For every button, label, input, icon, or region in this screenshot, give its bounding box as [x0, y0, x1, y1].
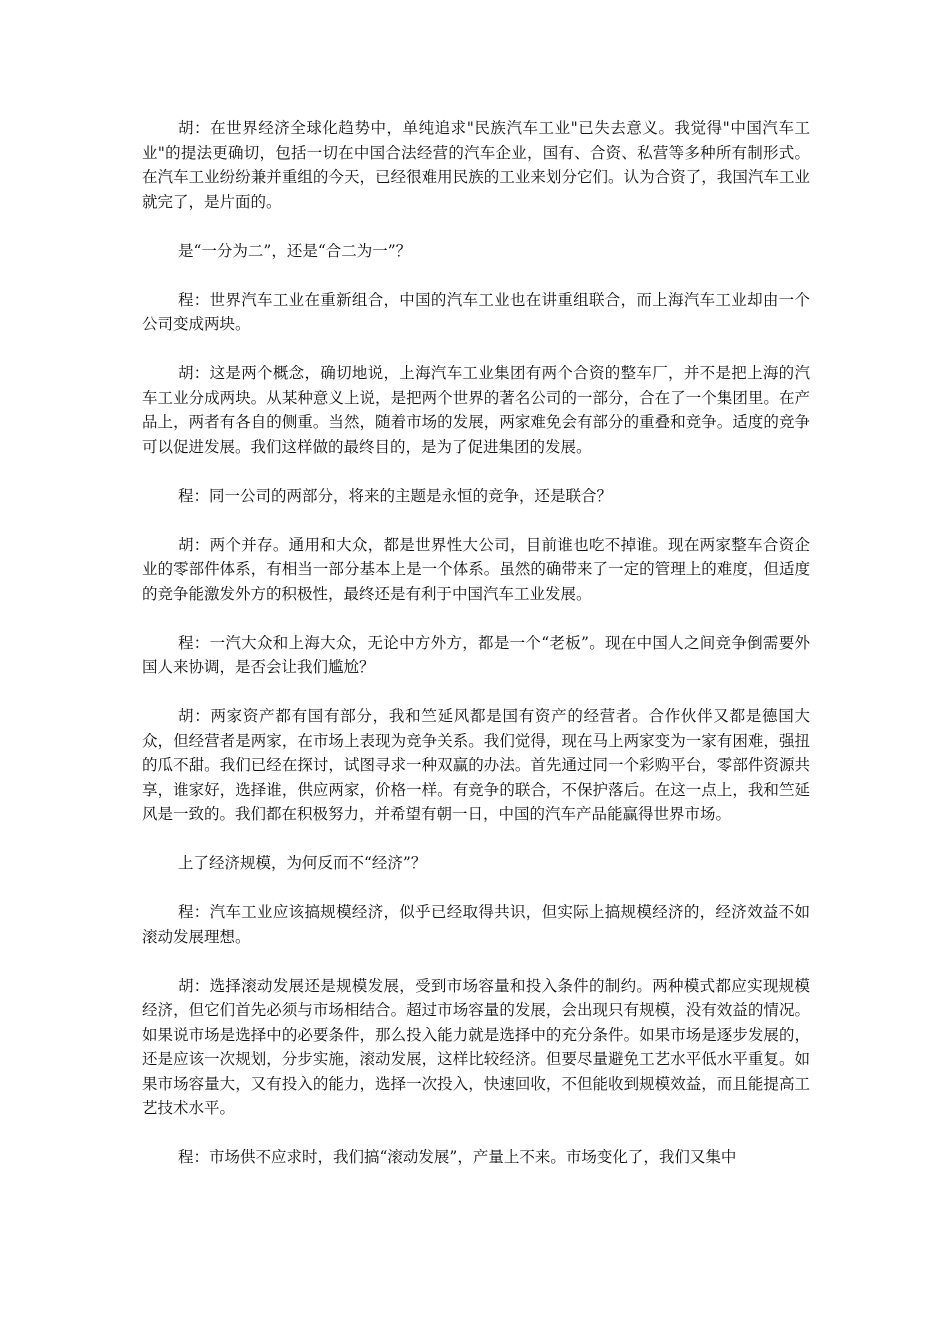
- paragraph-3: 程：世界汽车工业在重新组合，中国的汽车工业也在讲重组联合，而上海汽车工业却由一个公司变成两块。: [142, 290, 810, 333]
- paragraph-10: 程：汽车工业应该搞规模经济，似乎已经取得共识，但实际上搞规模经济的，经济效益不如滚动发展理想。: [142, 903, 810, 946]
- paragraph-7: 程：一汽大众和上海大众，无论中方外方，都是一个“老板”。现在中国人之间竞争倒需要外国人来协调，是否会让我们尴尬？: [142, 633, 810, 676]
- section-heading-1: 是“一分为二”，还是“合二为一”？: [178, 241, 412, 260]
- paragraph-4: 胡：这是两个概念，确切地说，上海汽车工业集团有两个合资的整车厂，并不是把上海的汽车工业分成两块。从某种意义上说，是把两个世界的著名公司的一部分，合在了一个集团里。在产品上，两者有各自的侧重。当然，随着市场的发展，两家难免会有部分的重叠和竞争。适度的竞争可以促进发展。我们这样做的最终目的，是为了促进集团的发展。: [142, 364, 810, 456]
- paragraph-11: 胡：选择滚动发展还是规模发展，受到市场容量和投入条件的制约。两种模式都应实现规模经济，但它们首先必须与市场相结合。超过市场容量的发展，会出现只有规模，没有效益的情况。如果说市场是选择中的必要条件，那么投入能力就是选择中的充分条件。如果市场是逐步发展的，还是应该一次规划，分步实施，滚动发展，这样比较经济。但要尽量避免工艺水平低水平重复。如果市场容量大，又有投入的能力，选择一次投入，快速回收，不但能收到规模效益，而且能提高工艺技术水平。: [142, 976, 810, 1117]
- paragraph-6: 胡：两个并存。通用和大众，都是世界性大公司，目前谁也吃不掉谁。现在两家整车合资企业的零部件体系，有相当一部分基本上是一个体系。虽然的确带来了一定的管理上的难度，但适度的竞争能激发外方的积极性，最终还是有利于中国汽车工业发展。: [142, 535, 810, 603]
- paragraph-1: 胡：在世界经济全球化趋势中，单纯追求"民族汽车工业"已失去意义。我觉得"中国汽车工业"的提法更确切，包括一切在中国合法经营的汽车企业，国有、合资、私营等多种所有制形式。在汽车工业纷纷兼并重组的今天，已经很难用民族的工业来划分它们。认为合资了，我国汽车工业就完了，是片面的。: [142, 119, 810, 211]
- paragraph-12: 程：市场供不应求时，我们搞“滚动发展”，产量上不来。市场变化了，我们又集中: [178, 1148, 737, 1166]
- article-body: [142, 116, 810, 1194]
- paragraph-5: 程：同一公司的两部分，将来的主题是永恒的竞争，还是联合？: [178, 486, 613, 505]
- section-heading-2: 上了经济规模，为何反而不“经济”？: [178, 854, 427, 872]
- paragraph-8: 胡：两家资产都有国有部分，我和竺延风都是国有资产的经营者。合作伙伴又都是德国大众，但经营者是两家，在市场上表现为竞争关系。我们觉得，现在马上两家变为一家有困难，强扭的瓜不甜。我们已经在探讨，试图寻求一种双赢的办法。首先通过同一个彩购平台，零部件资源共享，谁家好，选择谁，供应两家，价格一样。有竞争的联合，不保护落后。在这一点上，我和竺延风是一致的。我们都在积极努力，并希望有朝一日，中国的汽车产品能赢得世界市场。: [142, 707, 810, 823]
